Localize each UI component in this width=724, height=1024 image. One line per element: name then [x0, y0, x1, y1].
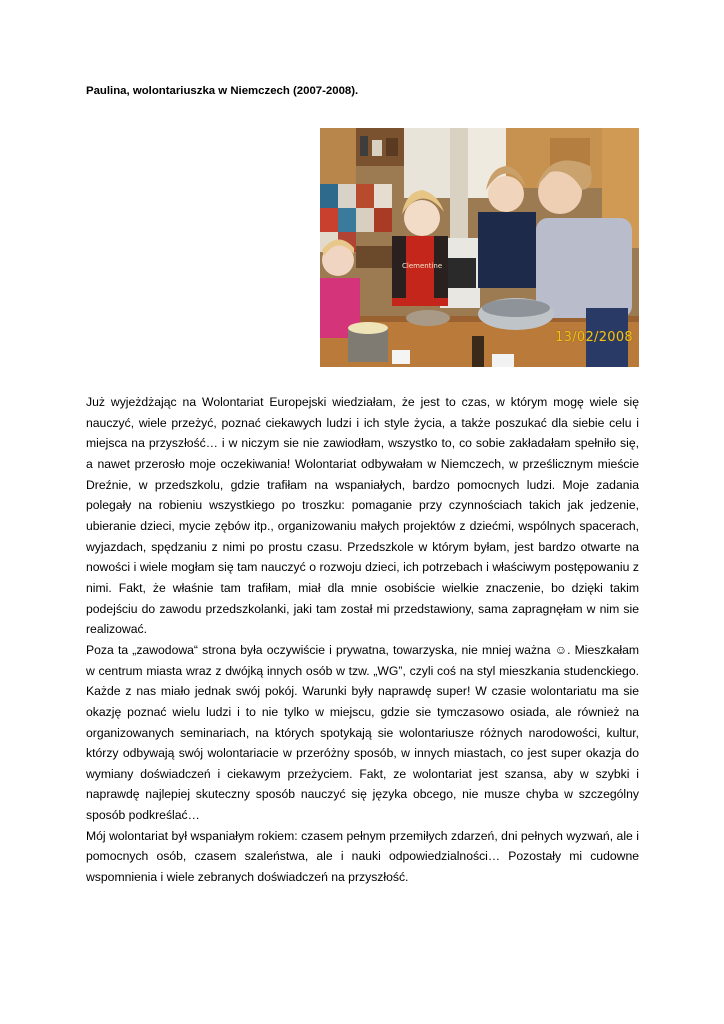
photo-date-stamp: 13/02/2008 [555, 330, 633, 345]
paragraph: Mój wolontariat był wspaniałym rokiem: czasem pełnym przemiłych zdarzeń, dni pełnych wyzwań, ale i pomocnych osób, czasem szaleństwa, ale i nauki odpowiedzialności… Pozostały mi cudowne wspomnienia i wiele zebranych doświadczeń na przyszłość. [86, 828, 639, 885]
document-body [86, 392, 639, 888]
paragraph: Już wyjeżdżając na Wolontariat Europejski wiedziałam, że jest to czas, w którym mogę wiele się nauczyć, wiele przeżyć, poznać ciekawych ludzi i ich style życia, a także poszukać dla siebie celu i miejsca na przyszłość… i w niczym sie nie zawiodłam, wszystko to, co sobie zakładałam spełniło się, a nawet przerosło moje oczekiwania! Wolontariat odbywałam w Niemczech, w prześlicznym mieście Dreźnie, w przedszkolu, gdzie trafiłam na wspaniałych, bardzo pomocnych ludzi. Moje zadania polegały na robieniu wszystkiego po troszku: pomaganie przy czynnościach takich jak jedzenie, ubieranie dzieci, mycie zębów itp., organizowaniu małych projektów z dziećmi, wspólnych spacerach, wyjazdach, spędzaniu z nimi po prostu czasu. Przedszkole w którym byłam, jest bardzo otwarte na nowości i wiele mogłam się tam nauczyć o rozwoju dzieci, ich potrzebach i właściwym postępowaniu z nimi. Fakt, że właśnie tam trafiłam, miał dla mnie osobiście wielkie znaczenie, bo dzięki takim podejściu do zawodu przedszkolanki, jaki tam został mi przedstawiony, sama zapragnęłam w nim sie realizować. [86, 395, 639, 637]
document-title: Paulina, wolontariuszka w Niemczech (2007-2008). [86, 85, 359, 97]
kitchen-photo [320, 128, 639, 367]
shirt-text: Clementine [402, 262, 443, 270]
paragraph: Poza ta „zawodowa“ strona była oczywiście i prywatna, towarzyska, nie mniej ważna ☺. Mieszkałam w centrum miasta wraz z dwójką innych osób w tzw. „WG”, czyli coś na styl mieszkania studenckiego. Każde z nas miało jednak swój pokój. Warunki były naprawdę super! W czasie wolontariatu ma sie okazję poznać wielu ludzi i to nie tylko w miejscu, gdzie sie tymczasowo osiada, ale również na organizowanych seminariach, na których spotykają sie wolontariusze różnych narodowości, kultur, którzy odbywają swój wolontariacie w przeróżny sposób, w innych miastach, co jest super okazja do wymiany doświadczeń i ciekawym przeżyciem. Fakt, ze wolontariat jest szansa, aby w szybki i naprawdę najlepiej skuteczny sposób nauczyć się języka obcego, nie musze chyba w szczególny sposób podkreślać… [86, 642, 639, 823]
